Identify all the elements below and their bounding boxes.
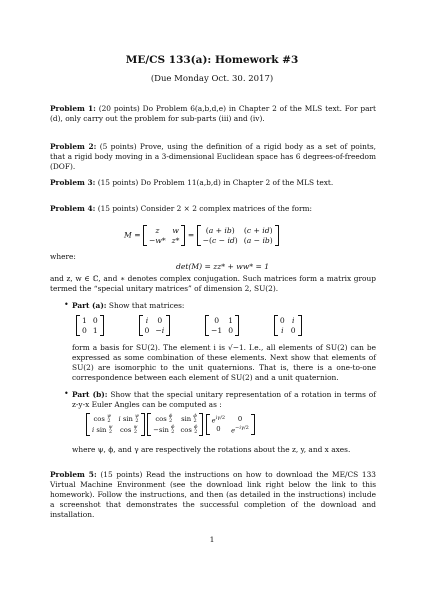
problem-2-text: (5 points) Prove, using the definition of a rigid body as a set of points, that a rigid body moving in a 3-dimensional Euclidean space has 6 degrees-of-freedom (DOF). [50,142,376,171]
part-b-intro [72,390,376,410]
document-title: ME/CS 133(a): Homework #3 [125,54,299,66]
matrix-identity: 1 0 0 1 [76,315,104,336]
determinant-equation: det(M) = zz* + ww* = 1 [176,262,270,271]
part-a-label: Part (a): [72,301,107,310]
problem-2 [50,142,376,172]
part-a-intro-text: Show that matrices: [108,301,185,310]
problem-3 [50,178,376,188]
basis-matrices [76,315,302,336]
part-b-label: Part (b): [72,390,108,399]
problem-2-label: Problem 2: [50,142,97,151]
matrix-j: 0 1 −1 0 [205,315,239,336]
matrix-m-equation: M = z w −w* z* = (a + ib) (c + id) −(c − id) (a − ib) [124,225,279,246]
page-number: 1 [209,535,215,544]
matrix-psi: cos ψ 2 i sin ψ 2 i sin ψ 2 cos ψ 2 [86,413,145,436]
problem-5-label: Problem 5: [50,470,97,479]
matrix-gamma: $e^{i\gamma/2}$ 0 0 $e^{-i\gamma/2}$ [206,414,255,436]
problem-1-label: Problem 1: [50,104,96,113]
where-text: where: [50,252,76,261]
bullet-part-b: • [64,389,69,398]
part-a-text: form a basis for SU(2). The element i is √−1. I.e., all elements of SU(2) can be expressed as some combination of these elements. Next show that elements of SU(2) are isomorphic to the unit quaternions. That is, there is a one-to-one correspondence between each element of SU(2) and a unit quaternion. [72,343,376,382]
problem-1 [50,104,376,124]
problem-4-label: Problem 4: [50,204,96,213]
problem-1-text: (20 points) Do Problem 6(a,b,d,e) in Chapter 2 of the MLS text. For part (d), only carry out the problem for sub-parts (iii) and (iv). [50,104,376,123]
matrix-k: 0 i i 0 [274,315,302,336]
problem-4-text: (15 points) Consider 2 × 2 complex matrices of the form: [97,204,312,213]
due-date: (Due Monday Oct. 30. 2017) [150,74,274,84]
problem-5 [50,470,376,520]
matrix-phi: cos ϕ 2 sin ϕ 2 −sin ϕ 2 cos ϕ 2 [147,413,203,436]
part-b-text: Show that the special unitary representation of a rotation in terms of z-y-x Euler Angles can be computed as : [72,390,376,409]
matrix-i: i 0 0 −i [139,315,171,336]
bullet-part-a: • [64,300,69,309]
problem-3-label: Problem 3: [50,178,96,187]
part-b-after: where ψ, ϕ, and γ are respectively the rotations about the z, y, and x axes. [72,445,351,454]
problem-5-text: (15 points) Read the instructions on how to download the ME/CS 133 Virtual Machine Environment (see the download link right below the link to this homework). Follow the instructions, and then (as detailed in the instructions) include a screenshot that demonstrates the successful completion of the download and installation. [50,470,376,519]
part-a-intro [72,301,376,311]
problem-4 [50,204,376,214]
euler-matrix-product [86,413,255,436]
su2-definition: and z, w ∈ ℂ, and ∗ denotes complex conjugation. Such matrices form a matrix group termed the “special unitary matrices” of dimension 2, SU(2). [50,274,376,293]
problem-3-text: (15 points) Do Problem 11(a,b,d) in Chapter 2 of the MLS text. [97,178,334,187]
